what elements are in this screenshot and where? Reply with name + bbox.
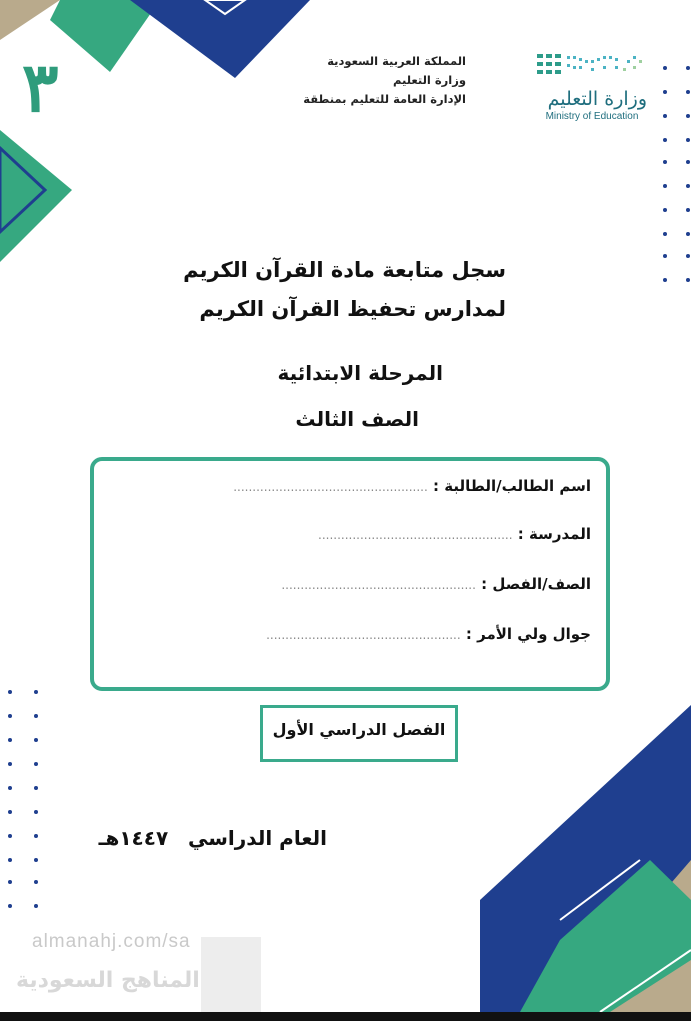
school-label: المدرسة : [517,525,591,543]
academic-year-value: ١٤٤٧هـ [98,826,169,850]
guardian-phone-field[interactable] [266,625,591,643]
header-directorate: الإدارة العامة للتعليم بمنطقة [303,92,466,106]
watermark-square [201,937,261,1015]
green-left-diamond [0,130,72,262]
academic-year [99,826,327,850]
academic-year-label: العام الدراسي [188,826,327,850]
guardian-phone-label: جوال ولي الأمر : [465,625,591,643]
bottom-bar [0,1012,691,1021]
student-name-dots: ................................................... [233,480,428,494]
subtitle: لمدارس تحفيظ القرآن الكريم [199,297,506,321]
watermark-logo-text: المناهج السعودية [16,968,200,993]
guardian-phone-dots: ................................................... [266,628,461,642]
stage-title: المرحلة الابتدائية [277,361,443,385]
header-institution [303,52,466,109]
student-name-label: اسم الطالب/الطالبة : [433,477,591,495]
main-title: سجل متابعة مادة القرآن الكريم [183,258,506,282]
grade-title: الصف الثالث [295,407,419,431]
green-top-diamond [50,0,160,72]
watermark-url: almanahj.com/sa [32,931,191,952]
header-ministry: وزارة التعليم [393,73,466,87]
grade-number: ٣ [22,48,59,128]
class-dots: ................................................... [281,578,476,592]
semester-box [260,705,458,762]
left-dot-columns [8,690,38,908]
student-name-field[interactable] [233,477,591,495]
school-dots: ................................................... [318,528,513,542]
class-label: الصف/الفصل : [481,575,591,593]
right-dot-columns [663,66,690,282]
header-country: المملكة العربية السعودية [327,54,466,68]
class-field[interactable] [281,575,591,593]
logo-ministry-name-ar: وزارة التعليم [547,88,647,110]
logo-ministry-name-en: Ministry of Education [545,111,639,122]
school-field[interactable] [318,525,591,543]
semester-label: الفصل الدراسي الأول [272,720,446,739]
